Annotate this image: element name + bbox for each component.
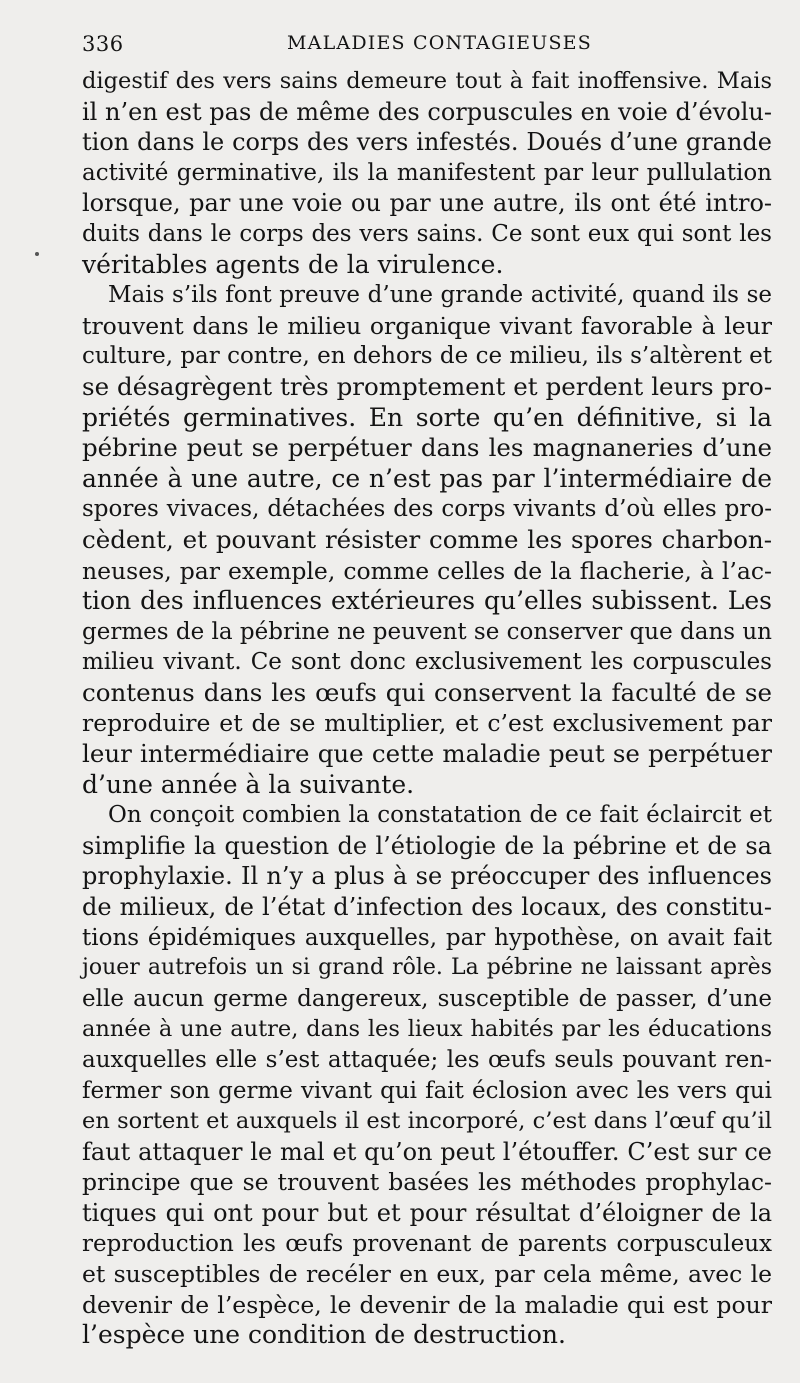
text-line: milieu vivant. Ce sont donc exclusivement les corpuscules (82, 649, 772, 676)
text-line: lorsque, par une voie ou par une autre, ils ont été intro- (82, 189, 772, 218)
text-line: digestif des vers sains demeure tout à fait inoffensive. Mais (82, 68, 772, 94)
text-line: elle aucun germe dangereux, susceptible de passer, d’une (82, 985, 772, 1012)
page-header (82, 30, 772, 64)
text-line: leur intermédiaire que cette maladie peut se perpétuer (82, 739, 772, 769)
text-line: véritables agents de la virulence. (82, 249, 504, 279)
text-line: d’une année à la suivante. (82, 769, 415, 799)
body-text (82, 66, 772, 1351)
text-line: culture, par contre, en dehors de ce milieu, ils s’altèrent et (82, 343, 772, 370)
text-line: cèdent, et pouvant résister comme les spores charbon- (82, 524, 772, 554)
text-line: Mais s’ils font preuve d’une grande activité, quand ils se (108, 282, 772, 309)
text-line: faut attaquer le mal et qu’on peut l’étouffer. C’est sur ce (82, 1137, 772, 1166)
text-line: il n’en est pas de même des corpuscules en voie d’évolu- (82, 97, 772, 126)
margin-speck (35, 252, 39, 256)
text-line: tions épidémiques auxquelles, par hypothèse, on avait fait (82, 924, 772, 951)
text-line: duits dans le corps des vers sains. Ce sont eux qui sont les (82, 220, 772, 247)
text-line: contenus dans les œufs qui conservent la faculté de se (82, 677, 772, 707)
text-line: reproduction les œufs provenant de parents corpusculeux (82, 1230, 772, 1257)
page-number: 336 (82, 32, 124, 56)
text-line: tion dans le corps des vers infestés. Doués d’une grande (82, 128, 772, 157)
text-line: jouer autrefois un si grand rôle. La pébrine ne laissant après (82, 955, 772, 981)
text-line: activité germinative, ils la manifestent par leur pullulation (82, 159, 772, 186)
text-line: reproduire et de se multiplier, et c’est exclusivement par (82, 709, 772, 738)
text-line: On conçoit combien la constatation de ce fait éclaircit et (108, 802, 772, 829)
text-line: principe que se trouvent basées les méthodes prophylac- (82, 1168, 772, 1197)
text-line: et susceptibles de recéler en eux, par cela même, avec le (82, 1260, 772, 1289)
text-line: année à une autre, dans les lieux habités par les éducations (82, 1016, 772, 1043)
text-line: spores vivaces, détachées des corps vivants d’où elles pro- (82, 496, 772, 523)
text-line: auxquelles elle s’est attaquée; les œufs seuls pouvant ren- (82, 1047, 772, 1073)
text-line: fermer son germe vivant qui fait éclosion avec les vers qui (82, 1077, 772, 1104)
text-line: trouvent dans le milieu organique vivant favorable à leur (82, 311, 772, 340)
text-line: prophylaxie. Il n’y a plus à se préoccuper des influences (82, 862, 772, 891)
text-line: se désagrègent très promptement et perdent leurs pro- (82, 371, 772, 401)
text-line: devenir de l’espèce, le devenir de la maladie qui est pour (82, 1290, 772, 1319)
text-line: simplifie la question de l’étiologie de la pébrine et de sa (82, 831, 772, 860)
text-line: pébrine peut se perpétuer dans les magnaneries d’une (82, 433, 772, 463)
text-line: tiques qui ont pour but et pour résultat d’éloigner de la (82, 1198, 772, 1227)
text-line: tion des influences extérieures qu’elles subissent. Les (82, 586, 772, 616)
text-line: priétés germinatives. En sorte qu’en définitive, si la (82, 402, 772, 432)
text-line: année à une autre, ce n’est pas par l’intermédiaire de (82, 463, 772, 493)
text-line: de milieux, de l’état d’infection des locaux, des constitu- (82, 893, 772, 922)
text-line: l’espèce une condition de destruction. (82, 1320, 566, 1350)
running-title: MALADIES CONTAGIEUSES (287, 32, 592, 54)
text-line: en sortent et auxquels il est incorporé, c’est dans l’œuf qu’il (82, 1108, 772, 1135)
text-line: germes de la pébrine ne peuvent se conserver que dans un (82, 618, 772, 645)
text-line: neuses, par exemple, comme celles de la flacherie, à l’ac- (82, 556, 772, 585)
